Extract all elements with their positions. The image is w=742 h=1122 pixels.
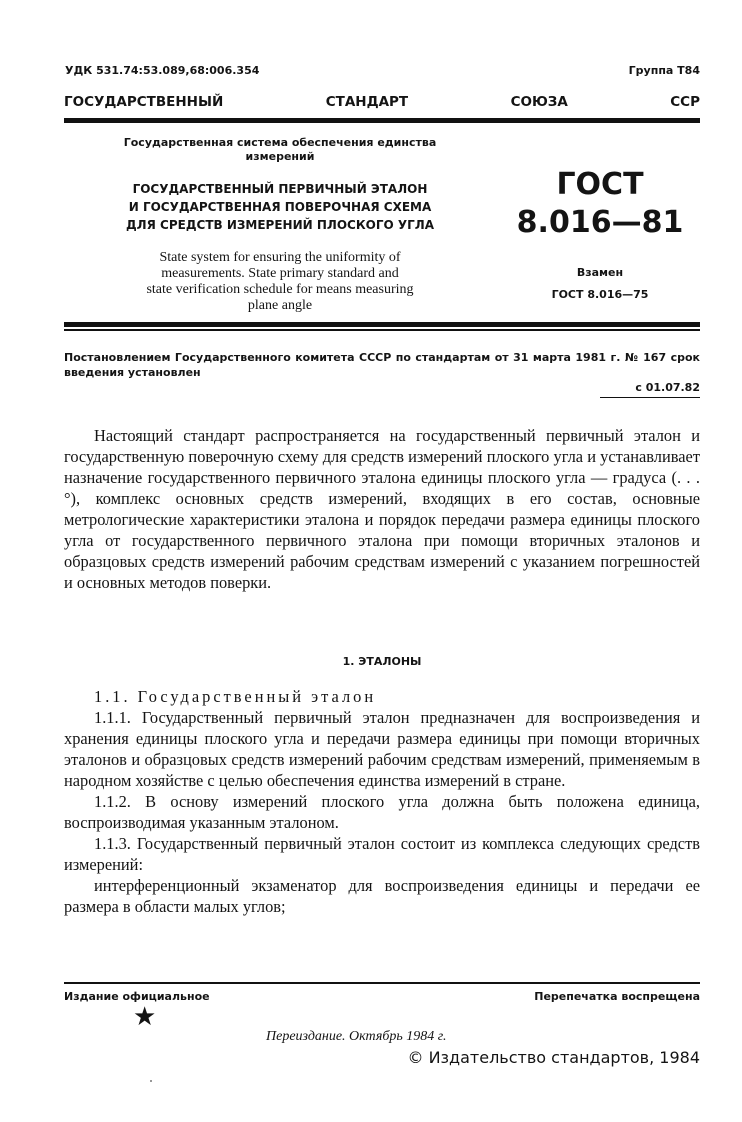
reissue-note: Переиздание. Октябрь 1984 г. (266, 1029, 447, 1044)
heading-word: ССР (670, 94, 700, 110)
english-title (64, 250, 496, 314)
date-underline (600, 397, 700, 398)
group-code: Группа Т84 (628, 64, 700, 77)
title-line: ГОСУДАРСТВЕННЫЙ ПЕРВИЧНЫЙ ЭТАЛОН (132, 182, 428, 196)
star-icon: ★ (133, 1002, 157, 1032)
effective-date: с 01.07.82 (635, 381, 700, 394)
clause-1-1-3: 1.1.3. Государственный первичный эталон состоит из комплекса следующих средств измерений: (64, 834, 700, 874)
document-title (64, 180, 496, 234)
system-name (64, 136, 496, 164)
copyright: © Издательство стандартов, 1984 (407, 1048, 700, 1067)
heading-word: СТАНДАРТ (325, 94, 409, 110)
system-line: измерений (245, 150, 315, 163)
gost-number: 8.016—81 (516, 205, 684, 240)
title-rule-thin (64, 329, 700, 331)
english-line: state verification schedule for means measuring (146, 282, 414, 297)
section-title: 1. ЭТАЛОНЫ (342, 655, 422, 668)
title-line: И ГОСУДАРСТВЕННАЯ ПОВЕРОЧНАЯ СХЕМА (128, 200, 432, 214)
replaces-value: ГОСТ 8.016—75 (551, 288, 649, 301)
official-edition: Издание официальное (64, 990, 210, 1003)
clause-1-1-1: 1.1.1. Государственный первичный эталон предназначен для воспроизведения и хранения единицы плоского угла и передачи размера единицы при помощи вторичных эталонов и образцовых средств измерений рабочим средствам измерений, применяемым в народном хозяйстве с целью обеспечения единства измерений в стране. (64, 708, 700, 790)
state-standard-heading (64, 94, 700, 110)
heading-word: ГОСУДАРСТВЕННЫЙ (64, 94, 224, 110)
english-line: State system for ensuring the uniformity of (159, 250, 401, 265)
clause-1-1: 1.1. Государственный эталон (94, 687, 377, 706)
footer-rule (64, 982, 700, 984)
gost-label: ГОСТ (556, 167, 644, 202)
heading-word: СОЮЗА (510, 94, 568, 110)
print-speck (150, 1080, 152, 1082)
system-line: Государственная система обеспечения единства (123, 136, 437, 149)
clause-item: интерференционный экзаменатор для воспроизведения единицы и передачи ее размера в области малых углов; (64, 876, 700, 916)
reprint-ban: Перепечатка воспрещена (534, 990, 700, 1003)
gost-designation (500, 166, 700, 242)
title-rule (64, 322, 700, 327)
clauses-body (64, 686, 700, 917)
header-rule (64, 118, 700, 123)
title-line: ДЛЯ СРЕДСТВ ИЗМЕРЕНИЙ ПЛОСКОГО УГЛА (125, 218, 435, 232)
clause-1-1-2: 1.1.2. В основу измерений плоского угла должна быть положена единица, воспроизводимая указанным эталоном. (64, 792, 700, 832)
decree-text: Постановлением Государственного комитета СССР по стандартам от 31 марта 1981 г. № 167 срок введения установлен (64, 351, 700, 379)
intro-paragraph: Настоящий стандарт распространяется на государственный первичный эталон и государственную поверочную схему для средств измерений плоского угла и устанавливает назначение государственного первичного эталона единицы плоского угла — градуса (. . .°), комплекс основных средств измерений, входящих в его состав, основные метрологические характеристики эталона и порядок передачи размера единицы плоского угла от государственного первичного эталона при помощи вторичных эталонов и образцовых средств измерений рабочим средствам измерений с указанием погрешностей и основных методов поверки. (64, 426, 700, 592)
english-line: measurements. State primary standard and (161, 266, 399, 281)
replaces-block (500, 262, 700, 306)
english-line: plane angle (247, 298, 313, 313)
udk-code: УДК 531.74:53.089,68:006.354 (65, 64, 260, 77)
replaces-label: Взамен (576, 266, 624, 279)
